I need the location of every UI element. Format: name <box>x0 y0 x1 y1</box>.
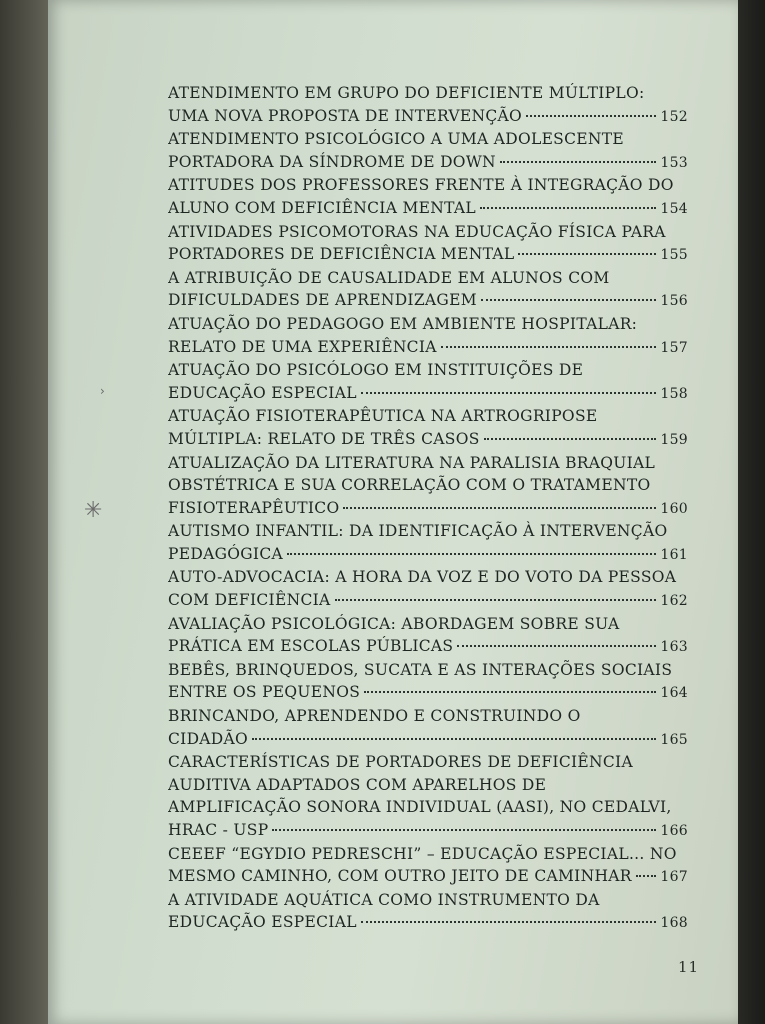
toc-entry-line: BRINCANDO, APRENDENDO E CONSTRUINDO O <box>168 707 581 726</box>
toc-entry-page-number: 152 <box>660 108 688 125</box>
toc-entry-line: ATUAÇÃO DO PEDAGOGO EM AMBIENTE HOSPITALAR: <box>168 314 638 333</box>
toc-entry <box>168 82 688 127</box>
toc-entry-last-line <box>168 497 688 520</box>
toc-entry-line: ATIVIDADES PSICOMOTORAS NA EDUCAÇÃO FÍSICA PARA <box>168 222 666 241</box>
toc-entry-last-line <box>168 635 688 658</box>
dot-leader <box>252 738 656 740</box>
toc-entry-line: ATENDIMENTO PSICOLÓGICO A UMA ADOLESCENTE <box>168 130 624 149</box>
toc-entry-text: COM DEFICIÊNCIA <box>168 591 331 610</box>
toc-entry <box>168 452 688 520</box>
page-number: 11 <box>678 958 700 976</box>
toc-entry-line: ATENDIMENTO EM GRUPO DO DEFICIENTE MÚLTIPLO: <box>168 84 645 102</box>
toc-entry-text: ENTRE OS PEQUENOS <box>168 683 361 702</box>
toc-entry-text: EDUCAÇÃO ESPECIAL <box>168 913 357 932</box>
toc-entry-last-line <box>168 243 688 266</box>
dot-leader <box>500 161 656 163</box>
toc-entry-page-number: 164 <box>660 685 688 702</box>
toc-entry-text: HRAC - USP <box>168 821 269 839</box>
toc-entry-page-number: 163 <box>660 639 688 656</box>
toc-entry-line: ATUAÇÃO DO PSICÓLOGO EM INSTITUIÇÕES DE <box>168 361 584 380</box>
toc-entry-text: UMA NOVA PROPOSTA DE INTERVENÇÃO <box>168 106 523 125</box>
toc-entry-last-line <box>168 105 688 128</box>
toc-entry-last-line <box>168 728 688 751</box>
toc-entry <box>168 613 688 658</box>
toc-entry-last-line <box>168 911 688 934</box>
toc-entry-last-line <box>168 428 688 451</box>
toc-entry-text: ALUNO COM DEFICIÊNCIA MENTAL <box>168 198 476 217</box>
dot-leader <box>481 299 657 301</box>
toc-entry-text: DIFICULDADES DE APRENDIZAGEM <box>168 291 477 310</box>
pencil-tick-mark: › <box>100 384 105 398</box>
toc-entry-page-number: 154 <box>660 200 688 217</box>
toc-entry-text: PORTADORA DA SÍNDROME DE DOWN <box>168 152 496 171</box>
toc-entry-line: CARACTERÍSTICAS DE PORTADORES DE DEFICIÊNCIA <box>168 753 633 772</box>
toc-entry-last-line <box>168 819 688 842</box>
toc-entry <box>168 659 688 704</box>
toc-entry-line: AUTO-ADVOCACIA: A HORA DA VOZ E DO VOTO DA PESSOA <box>168 568 677 587</box>
toc-entry-text: EDUCAÇÃO ESPECIAL <box>168 383 357 402</box>
toc-entry-last-line <box>168 543 688 566</box>
toc-entry-text: MESMO CAMINHO, COM OUTRO JEITO DE CAMINHAR <box>168 867 632 886</box>
toc-entry <box>168 751 688 841</box>
toc-entry-text: MÚLTIPLA: RELATO DE TRÊS CASOS <box>168 429 480 448</box>
toc-entry-text: RELATO DE UMA EXPERIÊNCIA <box>168 337 437 356</box>
toc-entry <box>168 566 688 611</box>
dot-leader <box>335 599 657 601</box>
toc-entry <box>168 221 688 266</box>
dot-leader <box>343 507 656 509</box>
toc-entry-line: CEEEF “EGYDIO PEDRESCHI” – EDUCAÇÃO ESPECIAL... NO <box>168 844 677 863</box>
toc-entry-page-number: 162 <box>660 593 688 610</box>
toc-entry <box>168 705 688 750</box>
dot-leader <box>526 115 656 117</box>
dot-leader <box>518 253 656 255</box>
toc-entry <box>168 843 688 888</box>
dot-leader <box>484 438 657 440</box>
toc-entry <box>168 359 688 404</box>
toc-entry-page-number: 157 <box>660 339 688 356</box>
table-of-contents <box>168 82 688 935</box>
dot-leader <box>457 645 656 647</box>
dot-leader <box>361 392 657 394</box>
dot-leader <box>272 829 656 831</box>
toc-entry-line: OBSTÉTRICA E SUA CORRELAÇÃO COM O TRATAMENTO <box>168 476 651 495</box>
toc-entry <box>168 520 688 565</box>
dot-leader <box>364 691 656 693</box>
toc-entry-page-number: 159 <box>660 431 688 448</box>
toc-entry-page-number: 168 <box>660 915 688 932</box>
toc-entry-line: ATITUDES DOS PROFESSORES FRENTE À INTEGRAÇÃO DO <box>168 176 674 195</box>
toc-entry-page-number: 158 <box>660 385 688 402</box>
dot-leader <box>441 346 657 348</box>
toc-entry-last-line <box>168 681 688 704</box>
toc-entry <box>168 128 688 173</box>
dot-leader <box>636 875 657 877</box>
toc-entry-text: PEDAGÓGICA <box>168 544 284 563</box>
toc-entry <box>168 889 688 934</box>
toc-entry-text: FISIOTERAPÊUTICO <box>168 498 340 517</box>
dot-leader <box>287 553 656 555</box>
toc-entry-page-number: 156 <box>660 293 688 310</box>
toc-entry-line: A ATRIBUIÇÃO DE CAUSALIDADE EM ALUNOS COM <box>168 268 610 287</box>
toc-entry-last-line <box>168 151 688 174</box>
toc-entry-line: AVALIAÇÃO PSICOLÓGICA: ABORDAGEM SOBRE SUA <box>168 614 620 633</box>
toc-entry-line: AUTISMO INFANTIL: DA IDENTIFICAÇÃO À INTERVENÇÃO <box>168 522 668 541</box>
toc-entry-line: ATUAÇÃO FISIOTERAPÊUTICA NA ARTROGRIPOSE <box>168 407 598 426</box>
toc-entry-last-line <box>168 197 688 220</box>
toc-entry-line: ATUALIZAÇÃO DA LITERATURA NA PARALISIA BRAQUIAL <box>168 453 656 472</box>
pencil-asterisk-mark: ✳ <box>84 498 103 523</box>
toc-entry <box>168 174 688 219</box>
toc-entry-text: PORTADORES DE DEFICIÊNCIA MENTAL <box>168 245 515 264</box>
toc-entry <box>168 267 688 312</box>
toc-entry-last-line <box>168 382 688 405</box>
toc-entry-text: PRÁTICA EM ESCOLAS PÚBLICAS <box>168 637 454 656</box>
toc-entry-page-number: 155 <box>660 247 688 264</box>
toc-entry-line: BEBÊS, BRINQUEDOS, SUCATA E AS INTERAÇÕES SOCIAIS <box>168 660 673 679</box>
toc-entry <box>168 313 688 358</box>
toc-entry-page-number: 160 <box>660 500 688 517</box>
toc-entry-line: AMPLIFICAÇÃO SONORA INDIVIDUAL (AASI), NO CEDALVI, <box>168 798 672 817</box>
toc-entry-text: CIDADÃO <box>168 729 249 748</box>
toc-entry-line: A ATIVIDADE AQUÁTICA COMO INSTRUMENTO DA <box>168 890 600 909</box>
dot-leader <box>480 207 656 209</box>
toc-entry-last-line <box>168 865 688 888</box>
toc-entry-page-number: 166 <box>660 823 688 839</box>
toc-entry <box>168 405 688 450</box>
toc-entry-page-number: 153 <box>660 154 688 171</box>
dot-leader <box>361 921 657 923</box>
toc-entry-page-number: 161 <box>660 546 688 563</box>
toc-entry-page-number: 167 <box>660 869 688 886</box>
toc-entry-last-line <box>168 589 688 612</box>
toc-entry-last-line <box>168 289 688 312</box>
toc-entry-page-number: 165 <box>660 731 688 748</box>
toc-entry-last-line <box>168 336 688 359</box>
book-page <box>48 0 738 1024</box>
toc-entry-line: AUDITIVA ADAPTADOS COM APARELHOS DE <box>168 775 547 794</box>
